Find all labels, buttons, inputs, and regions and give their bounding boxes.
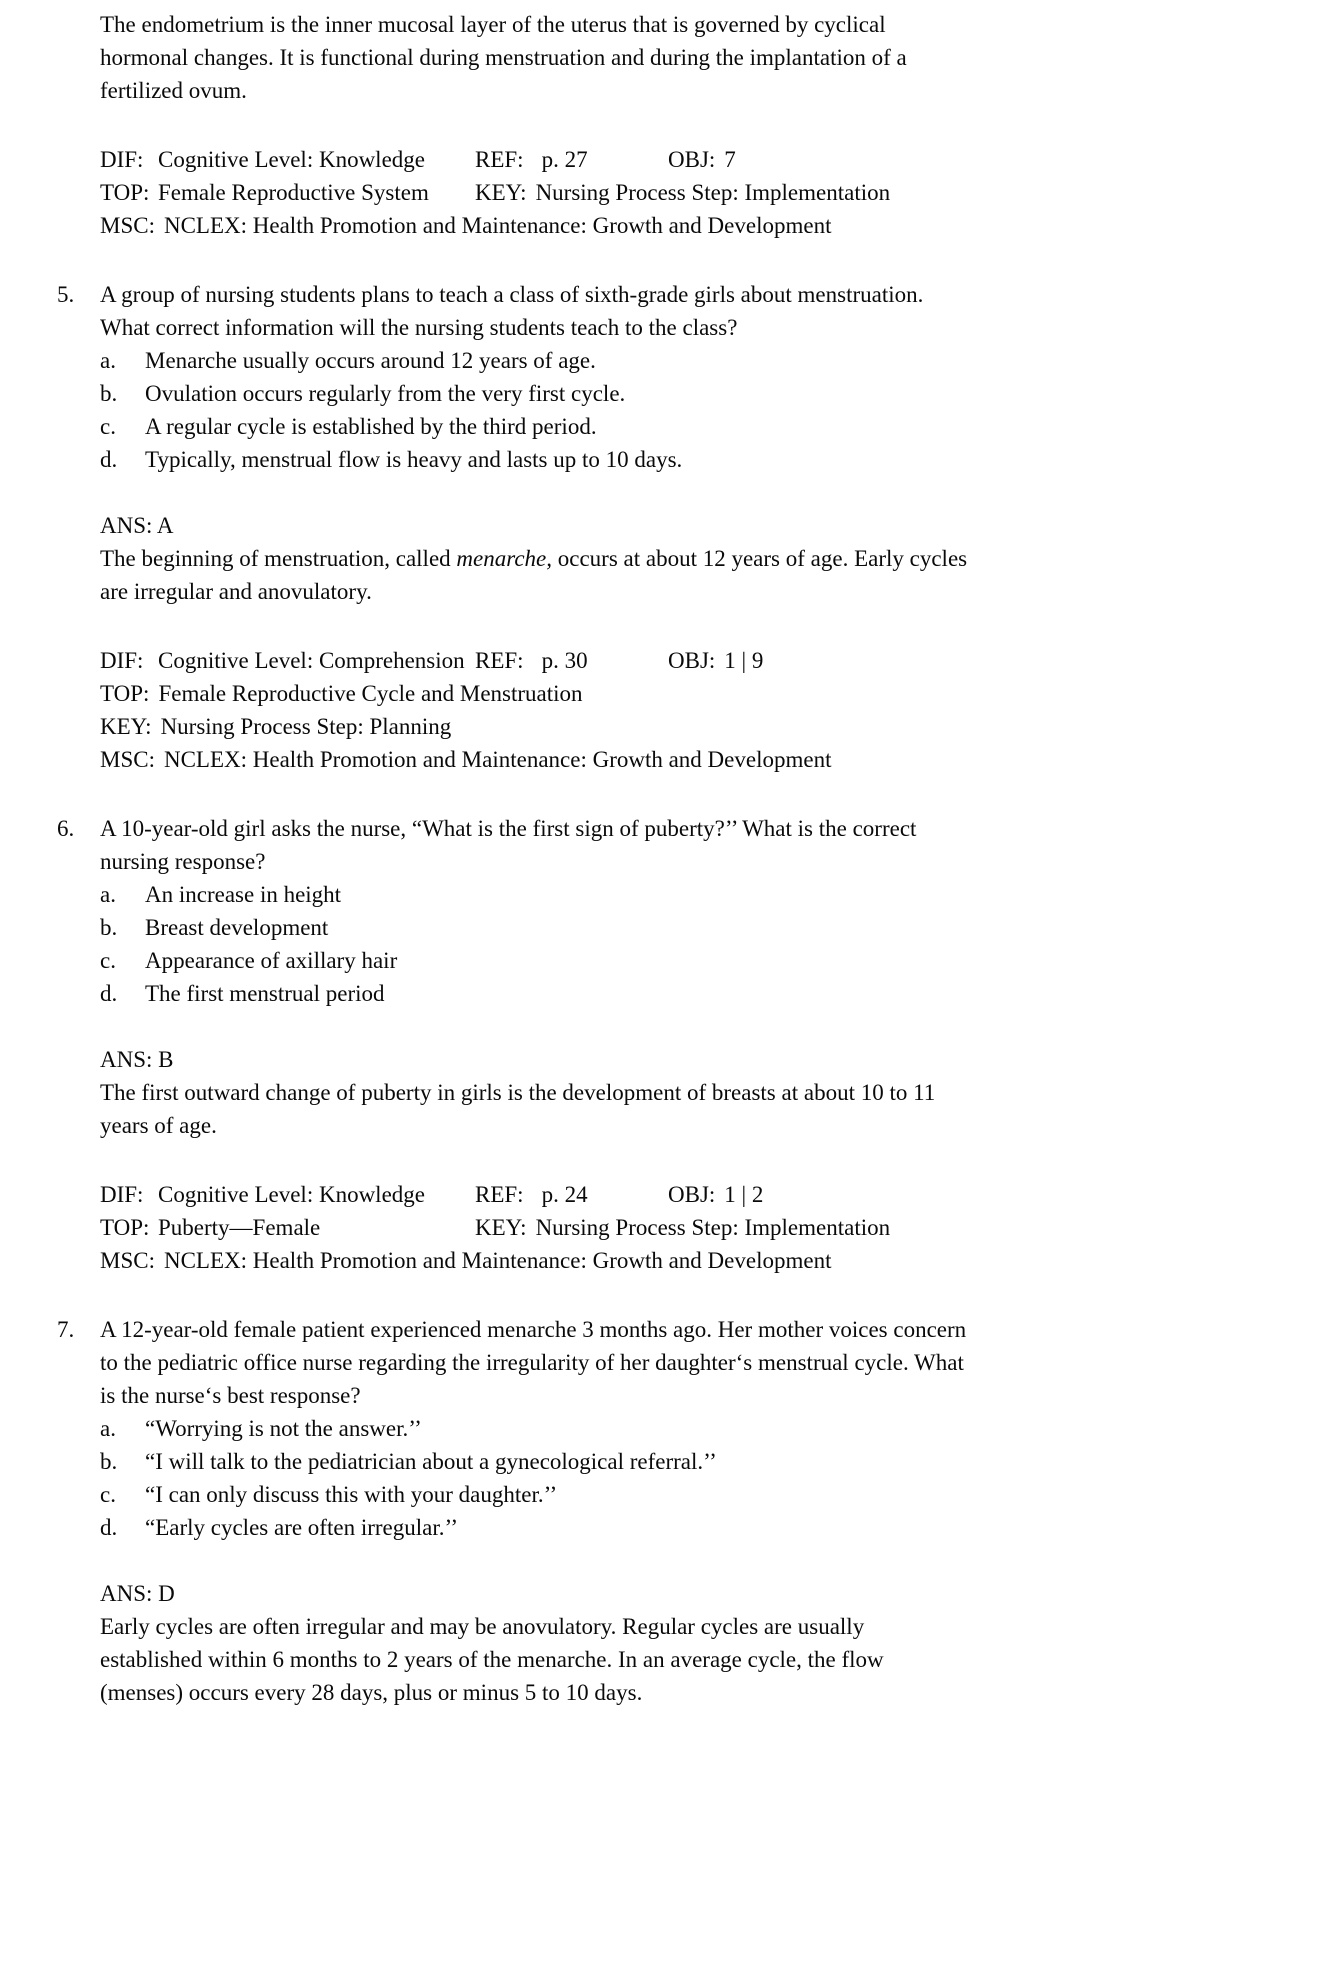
answer-option-d — [100, 1511, 1290, 1544]
question-stem-line: What correct information will the nursing students teach to the class? — [100, 315, 738, 340]
question-stem-line: nursing response? — [100, 849, 266, 874]
answer-option-a — [100, 344, 1290, 377]
option-letter: b. — [100, 1449, 118, 1474]
answer-option-a — [100, 1412, 1290, 1445]
obj-value: 1 | 9 — [724, 648, 764, 673]
key-group — [475, 176, 890, 209]
rationale-text: occurs at about 12 years of age. Early cycles — [552, 546, 968, 571]
msc-value: NCLEX: Health Promotion and Maintenance: Growth and Development — [163, 213, 832, 238]
answer-line: ANS: B — [100, 1047, 174, 1072]
question-number: 7. — [57, 1317, 75, 1342]
key-group — [475, 1211, 890, 1244]
answer-line: ANS: A — [100, 513, 174, 538]
option-letter: b. — [100, 915, 118, 940]
ref-value: p. 30 — [541, 648, 588, 673]
msc-label: MSC: — [100, 213, 155, 238]
key-label: KEY: — [100, 714, 152, 739]
ref-label: REF: — [475, 648, 524, 673]
answer-block — [100, 509, 1290, 608]
question-number: 6. — [57, 816, 75, 841]
top-value: Female Reproductive System — [158, 180, 429, 205]
question-4-metadata — [100, 143, 1290, 242]
meta-row-msc — [100, 209, 1290, 242]
top-label: TOP: — [100, 180, 150, 205]
answer-block — [100, 1043, 1290, 1142]
rationale-line: established within 6 months to 2 years of the menarche. In an average cycle, the flow — [100, 1647, 884, 1672]
obj-value: 1 | 2 — [724, 1182, 764, 1207]
obj-group — [668, 644, 763, 677]
answer-option-b — [100, 1445, 1290, 1478]
ref-value: p. 27 — [541, 147, 588, 172]
meta-row-dif — [100, 644, 1290, 677]
option-text: The first menstrual period — [145, 981, 385, 1006]
rationale-line: are irregular and anovulatory. — [100, 579, 372, 604]
key-value: Nursing Process Step: Implementation — [535, 1215, 891, 1240]
ref-label: REF: — [475, 1182, 524, 1207]
obj-value: 7 — [724, 147, 736, 172]
meta-row-dif — [100, 1178, 1290, 1211]
option-text: “Worrying is not the answer.’’ — [145, 1416, 422, 1441]
key-value: Nursing Process Step: Implementation — [535, 180, 891, 205]
meta-row-top — [100, 677, 1290, 710]
answer-option-c — [100, 1478, 1290, 1511]
ref-group — [475, 644, 588, 677]
top-value: Female Reproductive Cycle and Menstruation — [158, 681, 583, 706]
option-letter: c. — [100, 948, 116, 973]
obj-label: OBJ: — [668, 648, 716, 673]
option-letter: a. — [100, 348, 116, 373]
question-4-rationale-continuation — [100, 8, 1290, 107]
key-label: KEY: — [475, 180, 527, 205]
dif-label: DIF: — [100, 648, 144, 673]
rationale-line — [100, 542, 1290, 575]
dif-label: DIF: — [100, 147, 144, 172]
obj-label: OBJ: — [668, 1182, 716, 1207]
option-text: An increase in height — [145, 882, 342, 907]
meta-row-key — [100, 710, 1290, 743]
msc-label: MSC: — [100, 747, 155, 772]
option-text: “I will talk to the pediatrician about a gynecological referral.’’ — [145, 1449, 717, 1474]
question-stem-line: A 12-year-old female patient experienced menarche 3 months ago. Her mother voices concern — [100, 1317, 967, 1342]
answer-option-b — [100, 911, 1290, 944]
question-5-metadata — [100, 644, 1290, 776]
italic-term: menarche, — [456, 546, 552, 571]
top-label: TOP: — [100, 1215, 150, 1240]
option-letter: a. — [100, 1416, 116, 1441]
obj-group — [668, 1178, 763, 1211]
dif-value: Cognitive Level: Knowledge — [158, 147, 425, 172]
rationale-line: fertilized ovum. — [100, 78, 247, 103]
rationale-line: The endometrium is the inner mucosal layer of the uterus that is governed by cyclical — [100, 12, 886, 37]
answer-option-c — [100, 944, 1290, 977]
question-5 — [57, 278, 1290, 776]
question-6-metadata — [100, 1178, 1290, 1277]
msc-value: NCLEX: Health Promotion and Maintenance: Growth and Development — [163, 1248, 832, 1273]
dif-label: DIF: — [100, 1182, 144, 1207]
option-letter: b. — [100, 381, 118, 406]
top-label: TOP: — [100, 681, 150, 706]
rationale-line: The first outward change of puberty in girls is the development of breasts at about 10 to 11 — [100, 1080, 936, 1105]
rationale-line: hormonal changes. It is functional during menstruation and during the implantation of a — [100, 45, 907, 70]
rationale-line: (menses) occurs every 28 days, plus or minus 5 to 10 days. — [100, 1680, 643, 1705]
question-stem-line: A 10-year-old girl asks the nurse, “What is the first sign of puberty?’’ What is the correct — [100, 816, 917, 841]
answer-block — [100, 1577, 1290, 1709]
obj-group — [668, 143, 736, 176]
question-stem-line: is the nurse‘s best response? — [100, 1383, 361, 1408]
option-text: “I can only discuss this with your daughter.’’ — [145, 1482, 558, 1507]
key-label: KEY: — [475, 1215, 527, 1240]
option-letter: c. — [100, 1482, 116, 1507]
ref-group — [475, 1178, 588, 1211]
answer-option-c — [100, 410, 1290, 443]
answer-option-b — [100, 377, 1290, 410]
ref-label: REF: — [475, 147, 524, 172]
rationale-line: years of age. — [100, 1113, 217, 1138]
option-text: Breast development — [145, 915, 329, 940]
key-value: Nursing Process Step: Planning — [160, 714, 452, 739]
answer-line: ANS: D — [100, 1581, 175, 1606]
rationale-line: Early cycles are often irregular and may be anovulatory. Regular cycles are usually — [100, 1614, 865, 1639]
dif-value: Cognitive Level: Knowledge — [158, 1182, 425, 1207]
option-text: Typically, menstrual flow is heavy and lasts up to 10 days. — [145, 447, 683, 472]
answer-option-a — [100, 878, 1290, 911]
msc-label: MSC: — [100, 1248, 155, 1273]
rationale-text: The beginning of menstruation, called — [100, 546, 457, 571]
dif-value: Cognitive Level: Comprehension — [158, 648, 465, 673]
question-stem-line: A group of nursing students plans to teach a class of sixth-grade girls about menstruation. — [100, 282, 924, 307]
ref-group — [475, 143, 588, 176]
option-letter: c. — [100, 414, 116, 439]
msc-value: NCLEX: Health Promotion and Maintenance: Growth and Development — [163, 747, 832, 772]
option-text: A regular cycle is established by the third period. — [145, 414, 597, 439]
question-6 — [57, 812, 1290, 1277]
question-number: 5. — [57, 282, 75, 307]
option-text: “Early cycles are often irregular.’’ — [145, 1515, 459, 1540]
ref-value: p. 24 — [541, 1182, 588, 1207]
answer-option-d — [100, 443, 1290, 476]
question-stem-line: to the pediatric office nurse regarding the irregularity of her daughter‘s menstrual cycle. What — [100, 1350, 964, 1375]
option-text: Menarche usually occurs around 12 years of age. — [145, 348, 596, 373]
meta-row-msc — [100, 1244, 1290, 1277]
meta-row-dif — [100, 143, 1290, 176]
option-text: Appearance of axillary hair — [145, 948, 398, 973]
meta-row-msc — [100, 743, 1290, 776]
option-letter: a. — [100, 882, 116, 907]
obj-label: OBJ: — [668, 147, 716, 172]
answer-option-d — [100, 977, 1290, 1010]
top-value: Puberty—Female — [158, 1215, 321, 1240]
option-letter: d. — [100, 981, 118, 1006]
question-7 — [57, 1313, 1290, 1709]
meta-row-top — [100, 176, 1290, 209]
meta-row-top — [100, 1211, 1290, 1244]
option-text: Ovulation occurs regularly from the very first cycle. — [145, 381, 626, 406]
option-letter: d. — [100, 447, 118, 472]
option-letter: d. — [100, 1515, 118, 1540]
